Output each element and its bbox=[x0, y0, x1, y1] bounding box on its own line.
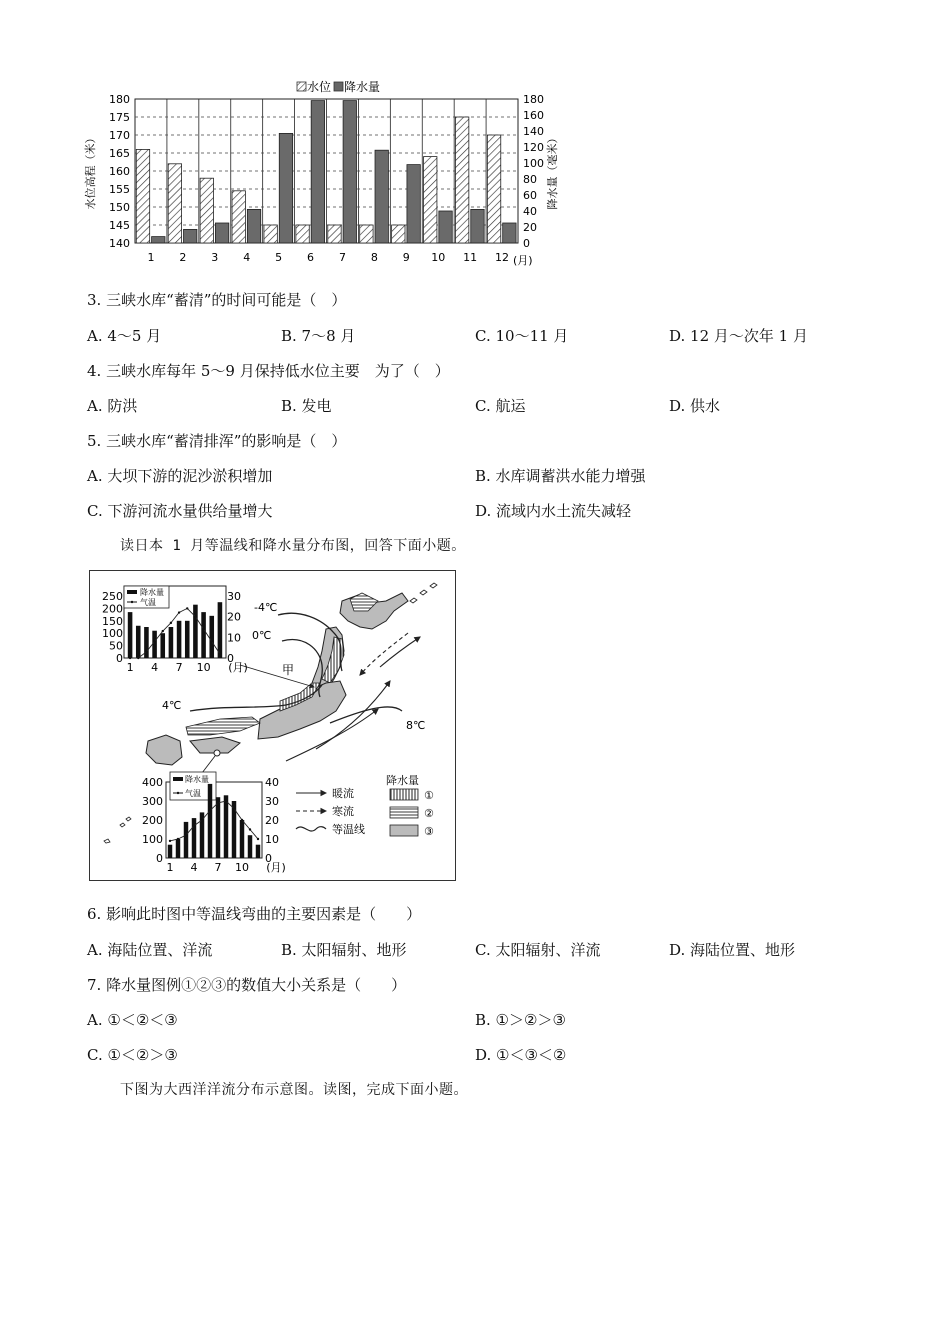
inset-month-tick: 10 bbox=[235, 861, 249, 874]
hokkaido-land bbox=[340, 593, 408, 629]
left-tick-label: 175 bbox=[109, 111, 130, 124]
inset-right-tick: 40 bbox=[265, 776, 279, 789]
month-tick-label: 2 bbox=[179, 251, 187, 264]
pointer-top-inset bbox=[240, 665, 314, 687]
water-level-bar bbox=[487, 135, 500, 243]
legend-warm-current: 暖流 bbox=[332, 787, 354, 800]
inset-precip-bar bbox=[193, 605, 198, 658]
inset-right-tick: 0 bbox=[227, 652, 234, 665]
inset-temp-point bbox=[257, 838, 259, 840]
inset-precip-bar bbox=[185, 621, 190, 658]
water-level-bar bbox=[200, 178, 213, 243]
inset-temp-point bbox=[201, 819, 203, 821]
warm-current-north bbox=[380, 637, 420, 667]
inset-left-tick: 100 bbox=[142, 833, 163, 846]
precipitation-bar bbox=[407, 165, 420, 243]
inset-temp-point bbox=[178, 611, 180, 613]
inset-precip-bar bbox=[218, 602, 223, 658]
inset-climate-chart-bottom bbox=[142, 772, 286, 874]
inset-month-tick: 7 bbox=[214, 861, 222, 874]
precipitation-bar bbox=[311, 101, 324, 243]
inset-temp-point bbox=[170, 622, 172, 624]
water-level-bar bbox=[168, 164, 181, 243]
precipitation-bar bbox=[439, 211, 452, 243]
q6-option-c[interactable]: C. 太阳辐射、洋流 bbox=[475, 941, 601, 959]
chart-legend bbox=[297, 79, 380, 94]
month-tick-label: 11 bbox=[463, 251, 478, 264]
inset-temp-point bbox=[137, 657, 139, 659]
right-tick-label: 160 bbox=[523, 109, 544, 122]
q7-option-a[interactable]: A. ①＜②＜③ bbox=[87, 1011, 178, 1029]
reservoir-chart bbox=[80, 76, 560, 272]
inset-temp-point bbox=[129, 657, 131, 659]
kyushu-land bbox=[146, 735, 182, 765]
question-6-stem: 6. 影响此时图中等温线弯曲的主要因素是（ ） bbox=[87, 905, 422, 923]
q4-option-c[interactable]: C. 航运 bbox=[475, 397, 526, 415]
inset-temp-point bbox=[233, 807, 235, 809]
isotherm-label-8: 8℃ bbox=[406, 719, 426, 732]
q4-option-b[interactable]: B. 发电 bbox=[281, 397, 332, 415]
inset-temp-point bbox=[211, 640, 213, 642]
current-legend bbox=[296, 786, 365, 836]
right-tick-label: 80 bbox=[523, 173, 537, 186]
inset-month-tick: 1 bbox=[126, 661, 134, 674]
atlantic-intro: 下图为大西洋洋流分布示意图。读图，完成下面小题。 bbox=[120, 1082, 468, 1098]
water-level-bar bbox=[360, 225, 373, 243]
pointer-bottom-inset bbox=[202, 756, 215, 773]
x-axis-unit: (月) bbox=[513, 254, 533, 267]
question-7-stem: 7. 降水量图例①②③的数值大小关系是（ ） bbox=[87, 976, 407, 994]
question-5-stem: 5. 三峡水库“蓄清排浑”的影响是（ ） bbox=[87, 432, 347, 450]
q5-option-c[interactable]: C. 下游河流水量供给量增大 bbox=[87, 502, 273, 520]
water-level-bar bbox=[392, 225, 405, 243]
q3-option-a[interactable]: A. 4～5 月 bbox=[87, 327, 162, 345]
month-tick-label: 12 bbox=[495, 251, 510, 264]
right-tick-label: 0 bbox=[523, 237, 530, 250]
q6-option-a[interactable]: A. 海陆位置、洋流 bbox=[87, 941, 213, 959]
left-tick-label: 170 bbox=[109, 129, 130, 142]
inset-precip-bar bbox=[169, 627, 174, 658]
month-tick-label: 4 bbox=[243, 251, 251, 264]
inset-precip-bar bbox=[209, 616, 214, 658]
legend-water-level: 水位 bbox=[307, 80, 332, 94]
inset-left-tick: 0 bbox=[156, 852, 163, 865]
isotherm-label-minus4: -4℃ bbox=[254, 601, 278, 614]
left-tick-label: 150 bbox=[109, 201, 130, 214]
month-tick-label: 3 bbox=[211, 251, 219, 264]
inset-right-tick: 20 bbox=[227, 610, 241, 624]
q7-option-b[interactable]: B. ①＞②＞③ bbox=[475, 1011, 566, 1029]
q4-option-d[interactable]: D. 供水 bbox=[669, 397, 721, 415]
water-level-bar bbox=[424, 157, 437, 243]
inset-precip-bar bbox=[201, 612, 206, 658]
inset-temp-point bbox=[177, 838, 179, 840]
inset-precip-bar bbox=[208, 784, 212, 858]
q7-option-c[interactable]: C. ①＜②＞③ bbox=[87, 1046, 178, 1064]
inset-temp-point bbox=[241, 819, 243, 821]
honshu-central-land bbox=[258, 681, 346, 739]
inset-left-tick: 150 bbox=[102, 614, 123, 628]
precip-legend-3: ③ bbox=[424, 825, 434, 838]
japan-map bbox=[90, 571, 454, 879]
right-tick-label: 180 bbox=[523, 93, 544, 106]
inset-climate-chart-top bbox=[102, 586, 248, 674]
inset-temp-point bbox=[194, 615, 196, 617]
inset-temp-point bbox=[153, 640, 155, 642]
inset-right-tick: 10 bbox=[265, 833, 279, 846]
right-axis-label: 降水量（毫米） bbox=[546, 132, 559, 210]
place-label-jia: 甲 bbox=[282, 663, 295, 677]
inset-precip-bar bbox=[248, 835, 252, 858]
inset-temp-point bbox=[193, 825, 195, 827]
inset-month-tick: (月) bbox=[228, 661, 248, 674]
inset-temp-point bbox=[209, 809, 211, 811]
question-3-stem: 3. 三峡水库“蓄清”的时间可能是（ ） bbox=[87, 291, 347, 309]
left-tick-label: 155 bbox=[109, 183, 130, 196]
inset-month-tick: 4 bbox=[190, 861, 198, 874]
ryukyu-islands bbox=[104, 817, 131, 843]
inset-bottom-legend-precip: 降水量 bbox=[185, 775, 209, 784]
kuril-islands bbox=[410, 583, 437, 603]
q5-option-a[interactable]: A. 大坝下游的泥沙淤积增加 bbox=[87, 467, 273, 485]
q5-option-d[interactable]: D. 流域内水土流失减轻 bbox=[475, 502, 632, 520]
q3-option-c[interactable]: C. 10～11 月 bbox=[475, 327, 569, 345]
precip-legend-1: ① bbox=[424, 789, 434, 802]
legend-cold-current: 寒流 bbox=[332, 805, 354, 818]
inset-left-tick: 200 bbox=[142, 814, 163, 827]
precip-legend bbox=[386, 773, 434, 838]
precip-legend-title: 降水量 bbox=[386, 774, 419, 787]
inset-left-tick: 250 bbox=[102, 590, 123, 603]
right-tick-label: 140 bbox=[523, 125, 544, 138]
inset-precip-bar bbox=[176, 839, 180, 858]
inset-precip-bar bbox=[128, 612, 133, 658]
q3-option-d[interactable]: D. 12 月～次年 1 月 bbox=[669, 327, 808, 345]
precipitation-bar bbox=[471, 209, 484, 243]
inset-precip-bar bbox=[136, 626, 141, 658]
left-tick-label: 165 bbox=[109, 147, 130, 160]
legend-isotherm: 等温线 bbox=[332, 823, 365, 836]
inset-precip-bar bbox=[256, 845, 260, 858]
left-tick-label: 140 bbox=[109, 237, 130, 250]
inset-right-tick: 30 bbox=[227, 590, 241, 603]
month-tick-label: 1 bbox=[147, 251, 155, 264]
inset-left-tick: 50 bbox=[109, 639, 123, 653]
q6-option-b[interactable]: B. 太阳辐射、地形 bbox=[281, 941, 407, 959]
precip-legend-2: ② bbox=[424, 807, 434, 820]
cold-current-oyashio bbox=[360, 633, 408, 675]
right-tick-label: 40 bbox=[523, 205, 537, 218]
isotherm-label-4: 4℃ bbox=[162, 699, 182, 712]
month-tick-label: 8 bbox=[370, 251, 378, 264]
question-4-stem: 4. 三峡水库每年 5～9 月保持低水位主要 为了（ ） bbox=[87, 362, 450, 380]
inset-temp-point bbox=[185, 834, 187, 836]
japan-map-figure bbox=[89, 570, 456, 881]
legend-precipitation: 降水量 bbox=[344, 80, 381, 94]
inset-temp-point bbox=[225, 800, 227, 802]
inset-right-tick: 0 bbox=[265, 852, 272, 865]
right-tick-label: 20 bbox=[523, 221, 537, 234]
inset-left-tick: 0 bbox=[116, 652, 123, 665]
precipitation-bar bbox=[279, 133, 292, 243]
inset-precip-bar bbox=[168, 845, 172, 858]
precipitation-bar bbox=[215, 223, 228, 243]
precipitation-bar bbox=[152, 237, 165, 243]
inset-left-tick: 200 bbox=[102, 602, 123, 616]
month-tick-label: 10 bbox=[431, 251, 446, 264]
left-tick-label: 180 bbox=[109, 93, 130, 106]
japan-intro: 读日本 1 月等温线和降水量分布图，回答下面小题。 bbox=[120, 538, 466, 554]
water-level-bar bbox=[455, 117, 468, 243]
month-tick-label: 7 bbox=[338, 251, 346, 264]
q3-option-b[interactable]: B. 7～8 月 bbox=[281, 327, 356, 345]
precipitation-bar bbox=[247, 209, 260, 243]
month-tick-label: 6 bbox=[307, 251, 315, 264]
precipitation-bar bbox=[184, 229, 197, 243]
right-tick-label: 120 bbox=[523, 141, 544, 154]
inset-precip-bar bbox=[240, 820, 244, 858]
inset-month-tick: 10 bbox=[196, 661, 211, 674]
inset-precip-bar bbox=[160, 633, 165, 658]
inset-precip-bar bbox=[177, 621, 182, 658]
chugoku-band bbox=[186, 717, 260, 735]
inset-right-tick: 20 bbox=[265, 814, 279, 827]
inset-temp-point bbox=[202, 628, 204, 630]
q6-option-d[interactable]: D. 海陆位置、地形 bbox=[669, 941, 796, 959]
water-level-bar bbox=[136, 149, 149, 243]
inset-temp-point bbox=[217, 802, 219, 804]
water-level-bar bbox=[232, 191, 245, 243]
q4-option-a[interactable]: A. 防洪 bbox=[87, 397, 138, 415]
precipitation-bar bbox=[375, 150, 388, 243]
inset-temp-point bbox=[219, 653, 221, 655]
water-level-bar bbox=[296, 225, 309, 243]
left-tick-label: 160 bbox=[109, 165, 130, 178]
precipitation-bar bbox=[343, 101, 356, 243]
inset-right-tick: 10 bbox=[227, 631, 241, 645]
precipitation-bar bbox=[503, 223, 516, 243]
inset-month-tick: 1 bbox=[166, 861, 174, 874]
inset-temp-point bbox=[162, 630, 164, 632]
inset-left-tick: 400 bbox=[142, 776, 163, 789]
month-tick-label: 5 bbox=[275, 251, 283, 264]
water-level-bar bbox=[328, 225, 341, 243]
inset-month-tick: 7 bbox=[175, 661, 183, 674]
inset-top-legend-precip: 降水量 bbox=[140, 588, 164, 597]
inset-bottom-legend-temp: 气温 bbox=[185, 789, 201, 798]
left-tick-label: 145 bbox=[109, 219, 130, 232]
inset-temp-point bbox=[249, 828, 251, 830]
q5-option-b[interactable]: B. 水库调蓄洪水能力增强 bbox=[475, 467, 646, 485]
inset-precip-bar bbox=[216, 797, 220, 858]
inset-month-tick: 4 bbox=[151, 661, 159, 674]
inset-left-tick: 300 bbox=[142, 795, 163, 808]
location-marker bbox=[214, 750, 220, 756]
inset-temp-point bbox=[145, 651, 147, 653]
isotherm-label-0: 0℃ bbox=[252, 629, 272, 642]
right-tick-label: 60 bbox=[523, 189, 537, 202]
water-level-bar bbox=[264, 225, 277, 243]
inset-top-legend-temp: 气温 bbox=[140, 598, 156, 607]
inset-temp-point bbox=[169, 840, 171, 842]
inset-temp-point bbox=[186, 607, 188, 609]
inset-right-tick: 30 bbox=[265, 795, 279, 808]
inset-left-tick: 100 bbox=[102, 627, 123, 641]
inset-month-tick: (月) bbox=[266, 861, 286, 874]
inset-precip-bar bbox=[184, 822, 188, 858]
q7-option-d[interactable]: D. ①＜③＜② bbox=[475, 1046, 567, 1064]
left-axis-label: 水位高程（米） bbox=[84, 132, 97, 210]
month-tick-label: 9 bbox=[402, 251, 410, 264]
inset-precip-bar bbox=[224, 795, 228, 858]
right-tick-label: 100 bbox=[523, 157, 544, 170]
inset-precip-bar bbox=[152, 631, 157, 658]
